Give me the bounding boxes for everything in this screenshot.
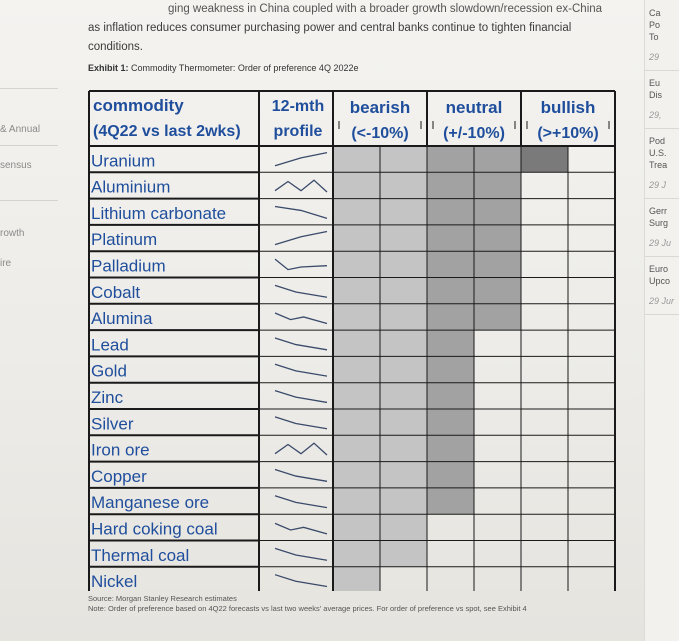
heat-cell	[333, 488, 380, 514]
commodity-label: Thermal coal	[91, 545, 190, 565]
article-line: conditions.	[88, 41, 143, 53]
heat-cell	[380, 409, 427, 435]
note-line: Note: Order of preference based on 4Q22 forecasts vs last two weeks' average prices. For order of preference vs spot, see Exhibit 4	[88, 604, 527, 613]
commodity-label: Palladium	[91, 256, 166, 276]
article-line: as inflation reduces consumer purchasing power and central banks continue to tighten financial	[88, 22, 572, 34]
heat-cell	[474, 172, 521, 198]
heat-cell	[474, 251, 521, 277]
heat-cell	[427, 278, 474, 304]
sidebar-divider	[645, 314, 679, 315]
sidebar-divider	[645, 70, 679, 71]
related-articles-sidebar	[644, 0, 679, 641]
heat-cell	[380, 383, 427, 409]
heat-cell	[333, 278, 380, 304]
commodity-label: Platinum	[91, 230, 158, 250]
sidebar-article-title[interactable]: Po	[649, 20, 661, 30]
left-margin-snippet[interactable]: & Annual	[0, 124, 41, 135]
heat-cell	[427, 330, 474, 356]
commodity-label: Zinc	[91, 388, 124, 407]
profile-sparkline	[275, 443, 327, 455]
heat-cell	[380, 488, 427, 514]
exhibit-title: Commodity Thermometer: Order of preference 4Q 2022e	[131, 63, 359, 73]
heat-cell	[427, 356, 474, 382]
sidebar-article-title[interactable]: Surg	[649, 218, 669, 228]
left-margin-divider	[0, 200, 58, 201]
commodity-label: Lead	[91, 335, 129, 355]
header-commodity: commodity	[93, 96, 184, 115]
heat-cell	[333, 409, 380, 435]
heat-cell	[474, 225, 521, 251]
sidebar-article-title[interactable]: Ca	[649, 8, 661, 18]
sidebar-divider	[645, 256, 679, 257]
heat-cell	[380, 172, 427, 198]
article-paragraph	[88, 0, 633, 57]
heat-cell	[380, 330, 427, 356]
profile-sparkline	[275, 231, 327, 244]
profile-sparkline	[275, 259, 327, 270]
profile-sparkline	[275, 180, 327, 192]
heat-cell	[333, 514, 380, 540]
sidebar-article-date: 29 Jur	[649, 296, 675, 306]
profile-sparkline	[275, 469, 327, 481]
header-profile-sub: profile	[273, 123, 323, 140]
bullish-header: bullish	[540, 98, 596, 117]
sidebar-article-title[interactable]: Dis	[649, 90, 662, 100]
left-margin-snippet[interactable]: rowth	[0, 228, 25, 239]
neutral-header: neutral	[445, 98, 503, 117]
heat-cell	[380, 462, 427, 488]
left-margin-snippet[interactable]: sensus	[0, 160, 32, 171]
heat-cell	[427, 435, 474, 461]
heat-cell	[333, 541, 380, 567]
heat-cell	[474, 199, 521, 225]
sidebar-article-date: 29	[649, 52, 660, 62]
heat-cell	[333, 146, 380, 172]
bearish-header: bearish	[349, 98, 411, 117]
heat-cell	[333, 462, 380, 488]
heat-cell	[333, 330, 380, 356]
heat-cell	[380, 278, 427, 304]
heat-cell	[474, 146, 521, 172]
commodity-label: Alumina	[91, 309, 153, 329]
profile-sparkline	[275, 206, 327, 218]
heat-cell	[474, 278, 521, 304]
thermometer-svg	[87, 89, 617, 591]
commodity-label: Silver	[91, 414, 134, 434]
heat-cell	[333, 225, 380, 251]
commodity-label: Hard coking coal	[91, 519, 218, 539]
source-line: Source: Morgan Stanley Research estimates	[88, 594, 237, 603]
header-commodity-sub: (4Q22 vs last 2wks)	[93, 123, 241, 140]
heat-cell	[427, 251, 474, 277]
profile-sparkline	[275, 548, 327, 560]
commodity-thermometer-table	[87, 89, 617, 596]
heat-cell	[333, 356, 380, 382]
heat-cell	[333, 251, 380, 277]
sidebar-article-title[interactable]: Pod	[649, 136, 666, 146]
commodity-label: Lithium carbonate	[91, 203, 227, 223]
heat-cell	[380, 541, 427, 567]
heat-cell	[380, 356, 427, 382]
heat-cell	[380, 514, 427, 540]
commodity-label: Manganese ore	[91, 493, 210, 513]
commodity-label: Cobalt	[91, 282, 141, 302]
neutral-header-range: (+/-10%)	[443, 125, 505, 142]
heat-cell	[427, 409, 474, 435]
heat-cell	[333, 383, 380, 409]
sidebar-article-date: 29 Ju	[649, 238, 672, 248]
heat-cell	[333, 304, 380, 330]
heat-cell	[474, 304, 521, 330]
sidebar-divider	[645, 128, 679, 129]
heat-cell	[427, 225, 474, 251]
sidebar-article-date: 29 J	[649, 180, 667, 190]
heat-cell	[333, 199, 380, 225]
heat-cell	[427, 488, 474, 514]
sidebar-article-title[interactable]: Gerr	[649, 206, 667, 216]
profile-sparkline	[275, 391, 327, 403]
exhibit-label: Exhibit 1:	[88, 63, 129, 73]
commodity-label: Gold	[91, 361, 127, 381]
heat-cell	[380, 225, 427, 251]
bullish-header-range: (>+10%)	[537, 125, 599, 142]
sidebar-article-date: 29,	[649, 110, 662, 120]
left-margin-divider	[0, 145, 58, 146]
heat-cell	[380, 435, 427, 461]
sidebar-article-title[interactable]: Euro	[649, 264, 669, 274]
article-line: ging weakness in China coupled with a broader growth slowdown/recession ex-China	[168, 3, 603, 15]
source-note	[88, 594, 527, 614]
profile-sparkline	[275, 523, 327, 534]
sidebar-divider	[645, 198, 679, 199]
profile-sparkline	[275, 417, 327, 429]
commodity-label: Copper	[91, 466, 147, 486]
heat-cell	[427, 199, 474, 225]
heat-cell	[521, 146, 568, 172]
profile-sparkline	[275, 575, 327, 587]
sidebar-article-title[interactable]: Upco	[649, 276, 671, 286]
left-margin-divider	[0, 88, 58, 89]
sidebar-article-title[interactable]: U.S.	[649, 148, 667, 158]
header-profile: 12-mth	[271, 98, 325, 115]
sidebar-article-title[interactable]: To	[649, 32, 659, 42]
heat-cell	[427, 146, 474, 172]
heat-cell	[333, 172, 380, 198]
bearish-header-range: (<-10%)	[351, 125, 409, 142]
commodity-label: Nickel	[91, 572, 138, 591]
profile-sparkline	[275, 313, 327, 324]
heat-cell	[427, 462, 474, 488]
heat-cell	[333, 435, 380, 461]
profile-sparkline	[275, 285, 327, 297]
commodity-label: Iron ore	[91, 440, 150, 460]
profile-sparkline	[275, 364, 327, 376]
left-margin-snippet[interactable]: ire	[0, 258, 12, 269]
sidebar-article-title[interactable]: Trea	[649, 160, 668, 170]
sidebar-article-title[interactable]: Eu	[649, 78, 661, 88]
heat-cell	[380, 304, 427, 330]
heat-cell	[380, 251, 427, 277]
heat-cell	[427, 383, 474, 409]
heat-cell	[427, 304, 474, 330]
exhibit-caption	[88, 63, 358, 73]
heat-cell	[333, 567, 380, 591]
commodity-label: Aluminium	[91, 177, 171, 197]
heat-cell	[427, 172, 474, 198]
heat-cell	[380, 199, 427, 225]
profile-sparkline	[275, 153, 327, 166]
profile-sparkline	[275, 338, 327, 350]
profile-sparkline	[275, 496, 327, 508]
heat-cell	[380, 146, 427, 172]
commodity-label: Uranium	[91, 151, 156, 171]
